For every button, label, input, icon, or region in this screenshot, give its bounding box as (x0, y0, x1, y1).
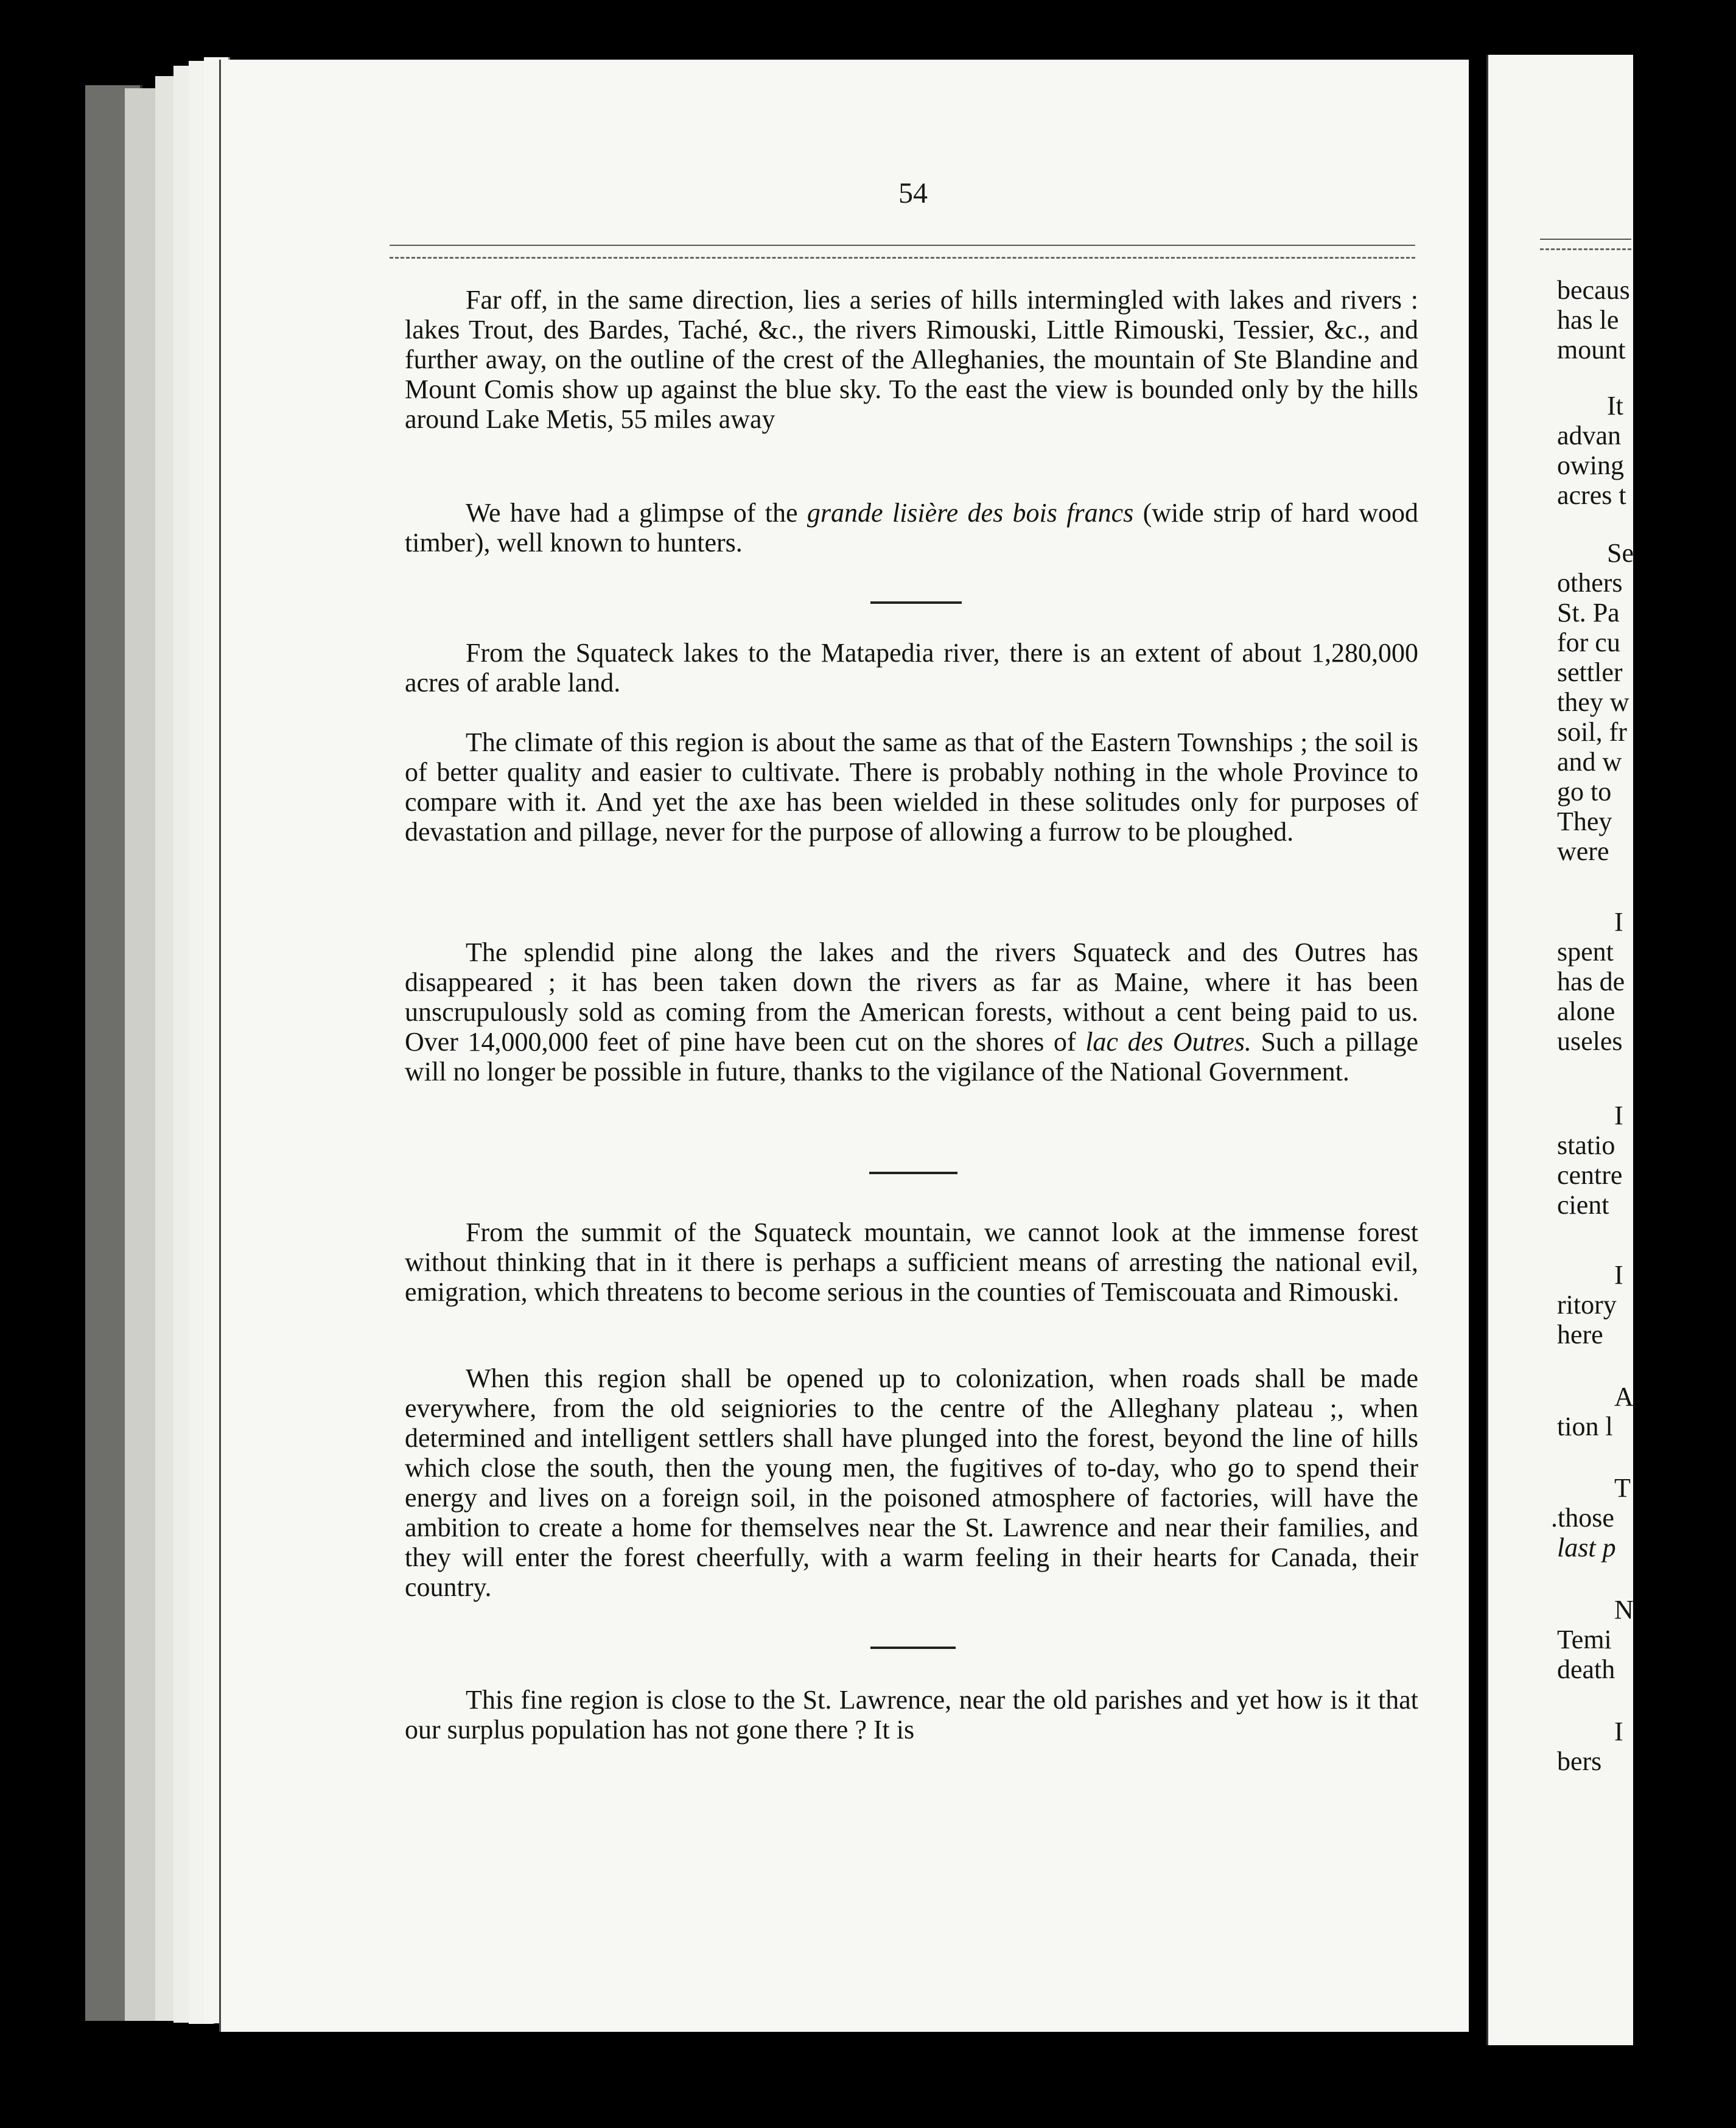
right-page-fragment: settler (1557, 657, 1623, 687)
right-page-fragment: I (1614, 1260, 1623, 1290)
section-separator (870, 601, 962, 604)
right-page-fragment: A (1614, 1382, 1634, 1412)
text-run: The splendid pine along the lakes and the rivers Squateck and des Outres has disappeared ; it has been taken down the rivers as far as Maine, where it has been unscrupulously sold as coming from the American forests, without a cent being paid to us. Over 14,000,000 feet of pine have been cut on the shores of (405, 937, 1418, 1057)
right-page-fragment: they w (1557, 687, 1629, 717)
right-page-fragment: spent (1557, 937, 1614, 967)
paragraph-text: When this region shall be opened up to colonization, when roads shall be made everywhere, from the old seigniories to the centre of the Alleghany plateau ;, when determined and intelligent settlers shall have plunged into the forest, beyond the line of hills which close the south, then the young men, the fugitives of to-day, who go to spend their energy and lives on a foreign soil, in the poisoned atmosphere of factories, will have the ambition to create a home for themselves near the St. Lawrence and near their families, and they will enter the forest cheerfully, with a warm feeling in their hearts for Canada, their country. (405, 1363, 1418, 1602)
right-page-fragment: useles (1557, 1026, 1623, 1056)
page-number: 54 (898, 177, 928, 209)
right-page-fragment: mount (1557, 335, 1626, 365)
right-page-fragment: I (1614, 907, 1623, 937)
right-page-fragment: .those (1551, 1503, 1614, 1533)
paragraph (405, 727, 1418, 847)
right-page-fragment: N (1614, 1595, 1634, 1625)
right-page-fragment: tion l (1557, 1412, 1613, 1441)
paragraph (405, 285, 1418, 434)
right-page-fragment: bers (1557, 1746, 1602, 1776)
right-page-fragment: centre (1557, 1160, 1623, 1190)
paragraph (405, 937, 1418, 1087)
paragraph (405, 1685, 1418, 1745)
right-page-fragment: advan (1557, 421, 1622, 450)
right-page-fragment: go to (1557, 777, 1612, 807)
text-run: Such a pillage will no longer be possible in future, thanks to the vigilance of the National Government. (405, 1027, 1418, 1087)
right-page-fragment: death (1557, 1654, 1615, 1684)
section-separator (869, 1172, 957, 1174)
right-page-fragment: Se (1607, 538, 1634, 568)
paragraph (405, 498, 1418, 558)
paragraph (405, 1363, 1418, 1602)
paragraph-text (405, 498, 1418, 558)
header-rule-right (1540, 239, 1631, 250)
right-page-fragment: for cu (1557, 628, 1620, 657)
right-page-fragment: has le (1557, 305, 1619, 335)
right-page-fragment: It (1607, 391, 1623, 421)
paragraph-text: From the summit of the Squateck mountain, we cannot look at the immense forest without thinking that in it there is perhaps a sufficient means of arresting the national evil, emigration, which threatens to become serious in the counties of Temiscouata and Rimouski. (405, 1217, 1418, 1307)
right-page-fragment: and w (1557, 747, 1622, 777)
text-run: (wide strip of hard wood timber), well known to hunters. (405, 498, 1419, 558)
right-page-fragment: statio (1557, 1130, 1615, 1160)
paragraph (405, 1217, 1418, 1307)
text-run: We have had a glimpse of the (466, 498, 807, 528)
right-page-fragment: T (1614, 1473, 1631, 1503)
right-page-fragment: last p (1557, 1533, 1616, 1563)
right-page-fragment: acres t (1557, 480, 1626, 510)
right-page-fragment: cient (1557, 1190, 1609, 1220)
paragraph-text: This fine region is close to the St. Lawrence, near the old parishes and yet how is it that our surplus population has not gone there ? It is (405, 1685, 1418, 1745)
right-page-fragment: becaus (1557, 275, 1630, 305)
right-page-fragment: ritory (1557, 1290, 1617, 1320)
paragraph-text (405, 937, 1418, 1087)
right-page-fragment: St. Pa (1557, 598, 1620, 628)
paragraph (405, 638, 1418, 698)
right-page-fragment: here (1557, 1320, 1603, 1349)
header-rule (390, 245, 1415, 259)
right-page-fragment: I (1614, 1101, 1623, 1130)
italic-phrase: grande lisière des bois francs (807, 498, 1134, 528)
section-separator (870, 1647, 956, 1649)
paragraph-text: Far off, in the same direction, lies a series of hills intermingled with lakes and rivers : lakes Trout, des Bardes, Taché, &c., the rivers Rimouski, Little Rimouski, Tessier, &c., and further away, on the outline of the crest of the Alleghanies, the mountain of Ste Blandine and Mount Comis show up against the blue sky. To the east the view is bounded only by the hills around Lake Metis, 55 miles away (405, 285, 1418, 434)
paragraph-text: From the Squateck lakes to the Matapedia river, there is an extent of about 1,280,000 acres of arable land. (405, 638, 1418, 698)
paragraph-text: The climate of this region is about the same as that of the Eastern Townships ; the soil is of better quality and easier to cultivate. There is probably nothing in the whole Province to compare with it. And yet the axe has been wielded in these solitudes only for purposes of devastation and pillage, never for the purpose of allowing a furrow to be ploughed. (405, 727, 1418, 847)
right-page-fragment: soil, fr (1557, 717, 1627, 747)
right-page-fragment: has de (1557, 967, 1625, 996)
right-page-fragment: alone (1557, 996, 1615, 1026)
italic-phrase: lac des Outres. (1085, 1027, 1251, 1057)
right-page-fragment: owing (1557, 450, 1624, 480)
right-page-fragment: were (1557, 836, 1609, 866)
right-page-fragment: Temi (1557, 1625, 1612, 1654)
right-page-fragment: I (1614, 1717, 1623, 1746)
right-page-fragment: They (1557, 807, 1612, 836)
right-page-fragment: others (1557, 568, 1623, 598)
